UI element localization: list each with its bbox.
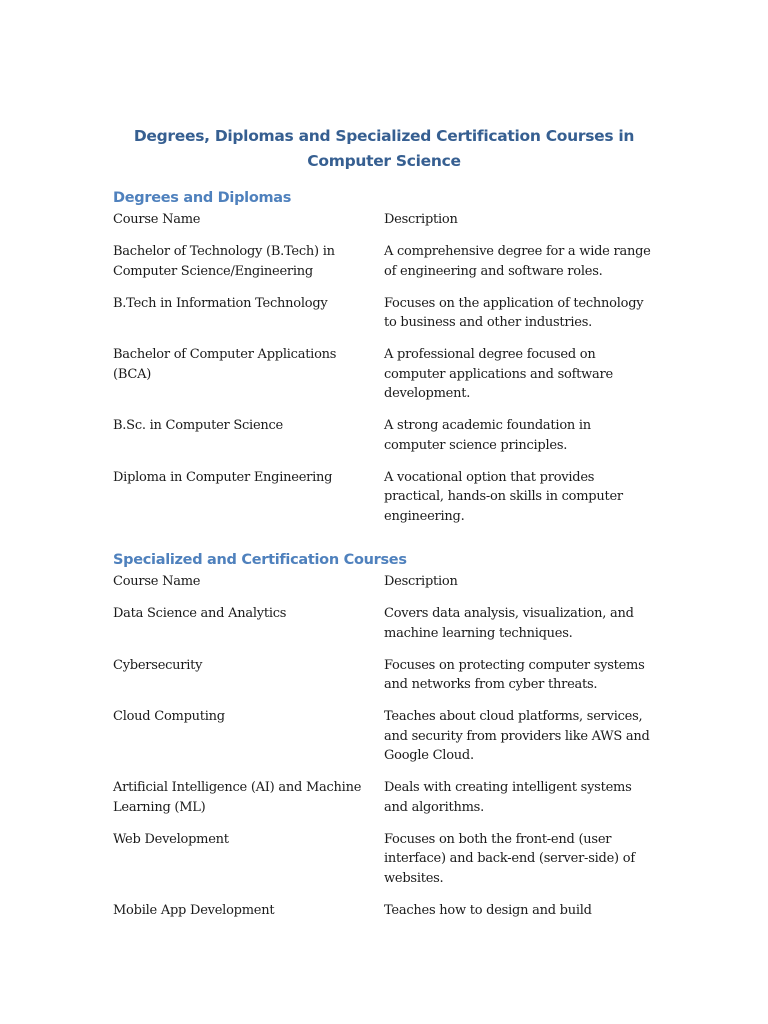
course-description-cell: A strong academic foundation in computer science principles. xyxy=(384,418,591,453)
table-row xyxy=(113,345,655,404)
document-title: Degrees, Diplomas and Specialized Certification Courses in Computer Science xyxy=(133,127,635,170)
table-header-row xyxy=(113,210,655,230)
table-row xyxy=(113,656,655,695)
course-name-cell: Cybersecurity xyxy=(113,657,203,673)
table-row xyxy=(113,901,655,921)
course-name-cell: Bachelor of Computer Applications (BCA) xyxy=(113,347,337,382)
column-header-description: Description xyxy=(384,212,458,227)
course-name-cell: Mobile App Development xyxy=(113,902,275,918)
course-name-cell: Data Science and Analytics xyxy=(113,606,287,621)
course-name-cell: Diploma in Computer Engineering xyxy=(113,469,333,485)
table-row xyxy=(113,604,655,643)
course-description-cell: Deals with creating intelligent systems and algorithms. xyxy=(384,780,632,815)
course-description-cell: Teaches how to design and build xyxy=(384,902,592,918)
section-degrees-diplomas xyxy=(113,187,655,526)
column-header-course-name: Course Name xyxy=(113,212,201,227)
course-name-cell: Bachelor of Technology (B.Tech) in Computer Science/Engineering xyxy=(113,244,335,279)
course-description-cell: Focuses on both the front-end (user interface) and back-end (server-side) of websites. xyxy=(384,831,635,886)
course-name-cell: Artificial Intelligence (AI) and Machine Learning (ML) xyxy=(113,780,362,815)
course-description-cell: A professional degree focused on computer applications and software development. xyxy=(384,347,613,401)
table-row xyxy=(113,778,655,817)
course-name-cell: B.Tech in Information Technology xyxy=(113,295,328,311)
section-heading: Specialized and Certification Courses xyxy=(113,552,407,568)
section-specialized-certification xyxy=(113,549,655,920)
course-name-cell: Web Development xyxy=(113,831,229,847)
table-row xyxy=(113,830,655,889)
table-row xyxy=(113,294,655,333)
table-row xyxy=(113,416,655,455)
table-row xyxy=(113,707,655,766)
course-description-cell: Focuses on protecting computer systems and networks from cyber threats. xyxy=(384,657,645,692)
column-header-course-name: Course Name xyxy=(113,574,201,589)
course-description-cell: Teaches about cloud platforms, services, and security from providers like AWS and Google Cloud. xyxy=(384,709,650,763)
course-description-cell: A comprehensive degree for a wide range of engineering and software roles. xyxy=(384,244,651,279)
course-description-cell: A vocational option that provides practical, hands-on skills in computer engineering. xyxy=(384,469,623,524)
table-header-row xyxy=(113,572,655,592)
courses-table xyxy=(113,210,655,526)
course-name-cell: Cloud Computing xyxy=(113,709,225,724)
section-heading: Degrees and Diplomas xyxy=(113,190,292,206)
table-row xyxy=(113,468,655,527)
column-header-description: Description xyxy=(384,574,458,589)
courses-table xyxy=(113,572,655,920)
course-description-cell: Covers data analysis, visualization, and machine learning techniques. xyxy=(384,606,634,641)
table-row xyxy=(113,242,655,281)
course-description-cell: Focuses on the application of technology to business and other industries. xyxy=(384,295,644,330)
course-name-cell: B.Sc. in Computer Science xyxy=(113,418,283,433)
